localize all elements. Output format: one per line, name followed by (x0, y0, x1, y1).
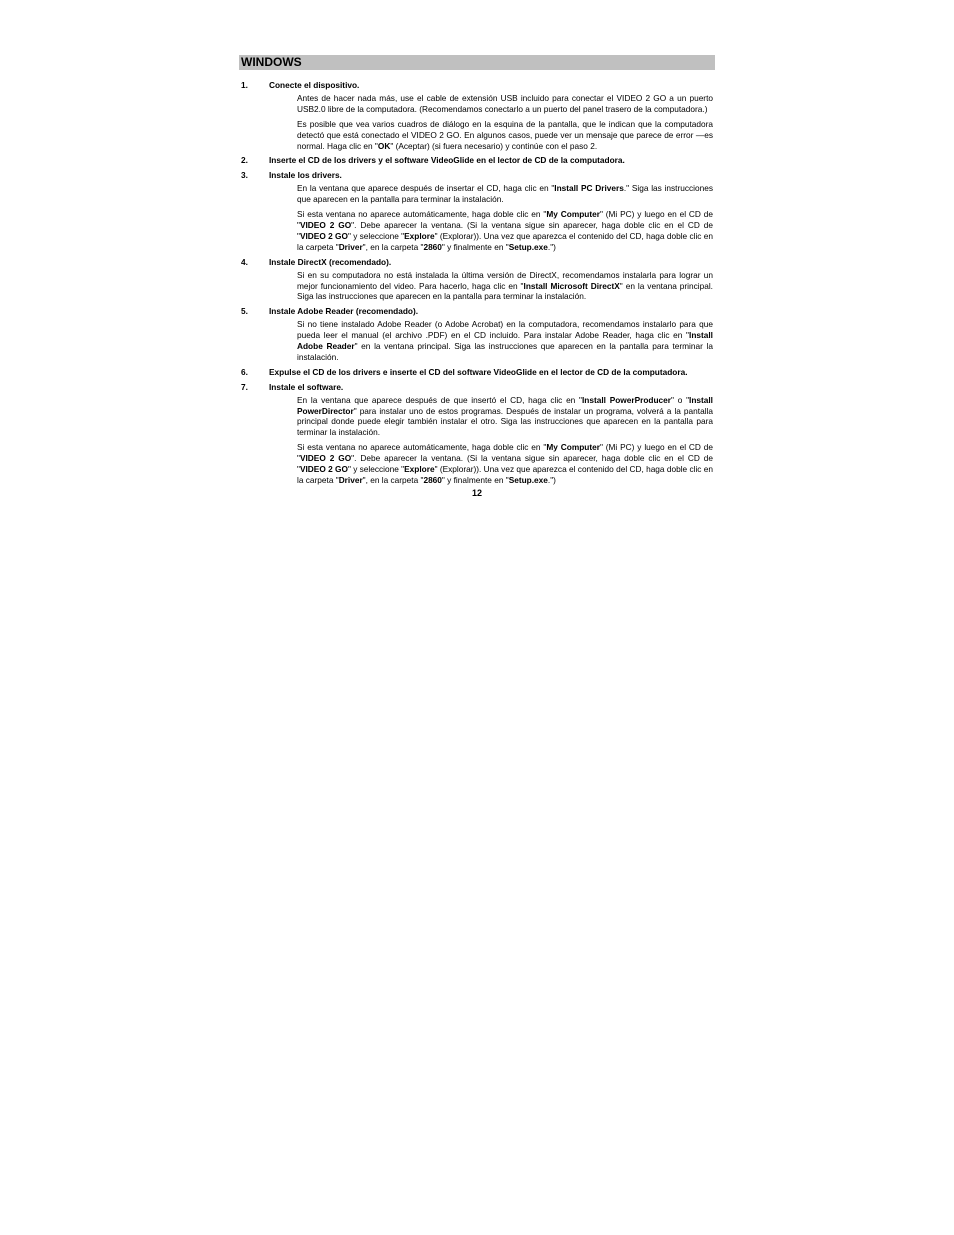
emphasized-text: VIDEO 2 GO (299, 464, 348, 475)
emphasized-text: VIDEO 2 GO (299, 230, 348, 241)
paragraph-text: " y finalmente en " (441, 241, 509, 252)
paragraph-text: " en la ventana principal. Siga las instrucciones que aparecen en la pantalla para terminar la instalación. (297, 280, 713, 302)
paragraph-text: ". Debe aparecer la ventana. (Si la ventana sigue sin aparecer, haga doble clic en el CD de " (297, 453, 713, 475)
paragraph-text: " en la ventana principal. Siga las instrucciones que aparecen en la pantalla para terminar la instalación. (297, 341, 713, 362)
step-paragraph (297, 93, 713, 115)
step-number: 4. (241, 256, 248, 267)
paragraph-text: Si esta ventana no aparece automáticamente, haga doble clic en " (297, 209, 547, 220)
page-number: 12 (471, 488, 482, 498)
paragraph-text: " (Explorar)). Una vez que aparezca el contenido del CD, haga doble clic en la carpeta " (297, 230, 714, 252)
step-title-text: Instale el software. (269, 381, 344, 392)
section-header: WINDOWS (239, 55, 715, 70)
paragraph-text: " y seleccione " (347, 464, 405, 475)
step-paragraph (297, 319, 713, 363)
step-title (239, 155, 715, 166)
step-item (239, 155, 715, 166)
paragraph-text: " (Aceptar) (si fuera necesario) y continúe con el paso 2. (390, 140, 598, 151)
steps-list (239, 80, 715, 486)
step-title-text: Inserte el CD de los drivers y el software VideoGlide en el lector de CD de la computadora. (269, 155, 625, 166)
paragraph-text: Si no tiene instalado Adobe Reader (o Adobe Acrobat) en la computadora, recomendamos instalarlo para que pueda leer el manual (el archivo .PDF) en el CD incluido. Para instalar Adobe Reader, haga clic en " (297, 319, 713, 341)
emphasized-text: Explore (404, 230, 435, 241)
paragraph-text: " (Explorar)). Una vez que aparezca el contenido del CD, haga doble clic en la carpeta " (297, 464, 714, 485)
paragraph-text: Si en su computadora no está instalada la última versión de DirectX, recomendamos instalarla para lograr un mejor funcionamiento del video. Para hacerlo, haga clic en " (297, 269, 713, 291)
emphasized-text: Driver (338, 241, 363, 252)
step-number: 1. (241, 80, 248, 90)
paragraph-text: " y seleccione " (347, 230, 405, 241)
paragraph-text: .") (547, 241, 556, 252)
emphasized-text: OK (377, 140, 391, 151)
paragraph-text: Antes de hacer nada más, use el cable de extensión USB incluido para conectar el VIDEO 2 GO a un puerto USB2.0 libre de la computadora. (Recomendamos conectarlo a un puerto del panel trasero de la computadora.) (297, 92, 713, 114)
step-paragraph (297, 183, 713, 205)
document-page (239, 55, 715, 498)
step-paragraph (297, 395, 713, 439)
emphasized-text: Setup.exe (508, 241, 548, 252)
step-title-text: Expulse el CD de los drivers e inserte el CD del software VideoGlide en el lector de CD de la computadora. (269, 366, 688, 377)
step-title-text: Conecte el dispositivo. (269, 80, 360, 90)
step-title-text: Instale los drivers. (269, 170, 342, 181)
step-paragraph (297, 209, 713, 253)
step-title (239, 367, 715, 378)
emphasized-text: Install PowerProducer (581, 394, 672, 405)
step-item (239, 170, 715, 252)
paragraph-text: ." Siga las instrucciones que aparecen en la pantalla para terminar la instalación. (297, 183, 713, 205)
step-item (239, 306, 715, 363)
paragraph-text: Si esta ventana no aparece automáticamente, haga doble clic en " (297, 442, 547, 453)
emphasized-text: Install PowerDirector (297, 394, 713, 416)
step-title (239, 170, 715, 181)
step-number: 6. (241, 366, 248, 377)
emphasized-text: 2860 (423, 475, 442, 485)
step-title (239, 382, 715, 393)
emphasized-text: Install PC Drivers (554, 183, 624, 194)
paragraph-text: " o " (671, 394, 690, 405)
step-number: 5. (241, 306, 248, 317)
emphasized-text: Explore (404, 464, 435, 475)
step-item (239, 80, 715, 151)
paragraph-text: ". Debe aparecer la ventana. (Si la ventana sigue sin aparecer, haga doble clic en el CD de " (297, 219, 713, 241)
step-title (239, 257, 715, 268)
emphasized-text: Setup.exe (508, 475, 548, 485)
step-number: 7. (241, 381, 248, 392)
paragraph-text: " (Mi PC) y luego en el CD de " (297, 442, 713, 464)
step-paragraph (297, 119, 713, 152)
paragraph-text: " (Mi PC) y luego en el CD de " (297, 209, 713, 230)
emphasized-text: Install Microsoft DirectX (523, 280, 620, 291)
paragraph-text: .") (547, 475, 556, 485)
step-title-text: Instale Adobe Reader (recomendado). (269, 306, 419, 317)
step-item (239, 367, 715, 378)
emphasized-text: Driver (338, 475, 363, 485)
paragraph-text: En la ventana que aparece después de que insertó el CD, haga clic en " (297, 394, 582, 405)
emphasized-text: 2860 (423, 241, 442, 252)
step-title (239, 306, 715, 317)
paragraph-text: ", en la carpeta " (362, 241, 424, 252)
paragraph-text: ", en la carpeta " (362, 475, 424, 485)
step-title-text: Instale DirectX (recomendado). (269, 256, 392, 267)
emphasized-text: VIDEO 2 GO (299, 453, 352, 464)
paragraph-text: " y finalmente en " (441, 475, 509, 485)
step-paragraph (297, 270, 713, 303)
emphasized-text: VIDEO 2 GO (299, 219, 352, 230)
step-paragraph (297, 442, 713, 486)
paragraph-text: En la ventana que aparece después de insertar el CD, haga clic en " (297, 183, 555, 194)
step-item (239, 257, 715, 303)
step-item (239, 382, 715, 486)
step-number: 2. (241, 155, 248, 166)
step-number: 3. (241, 170, 248, 181)
step-title (239, 80, 715, 91)
emphasized-text: My Computer (546, 442, 600, 453)
emphasized-text: Install Adobe Reader (297, 330, 713, 352)
paragraph-text: " para instalar uno de estos programas. Después de instalar un programa, volverá a la pantalla principal donde puede elegir también instalar el otro. Siga las instrucciones que aparecen en la pantalla para terminar la instalación. (297, 405, 713, 438)
emphasized-text: My Computer (546, 209, 600, 220)
paragraph-text: Es posible que vea varios cuadros de diálogo en la esquina de la pantalla, que le indican que la computadora detectó que está conectado el VIDEO 2 GO. En algunos casos, puede ver un mensaje que parece de error —es normal. Haga clic en " (297, 118, 713, 151)
